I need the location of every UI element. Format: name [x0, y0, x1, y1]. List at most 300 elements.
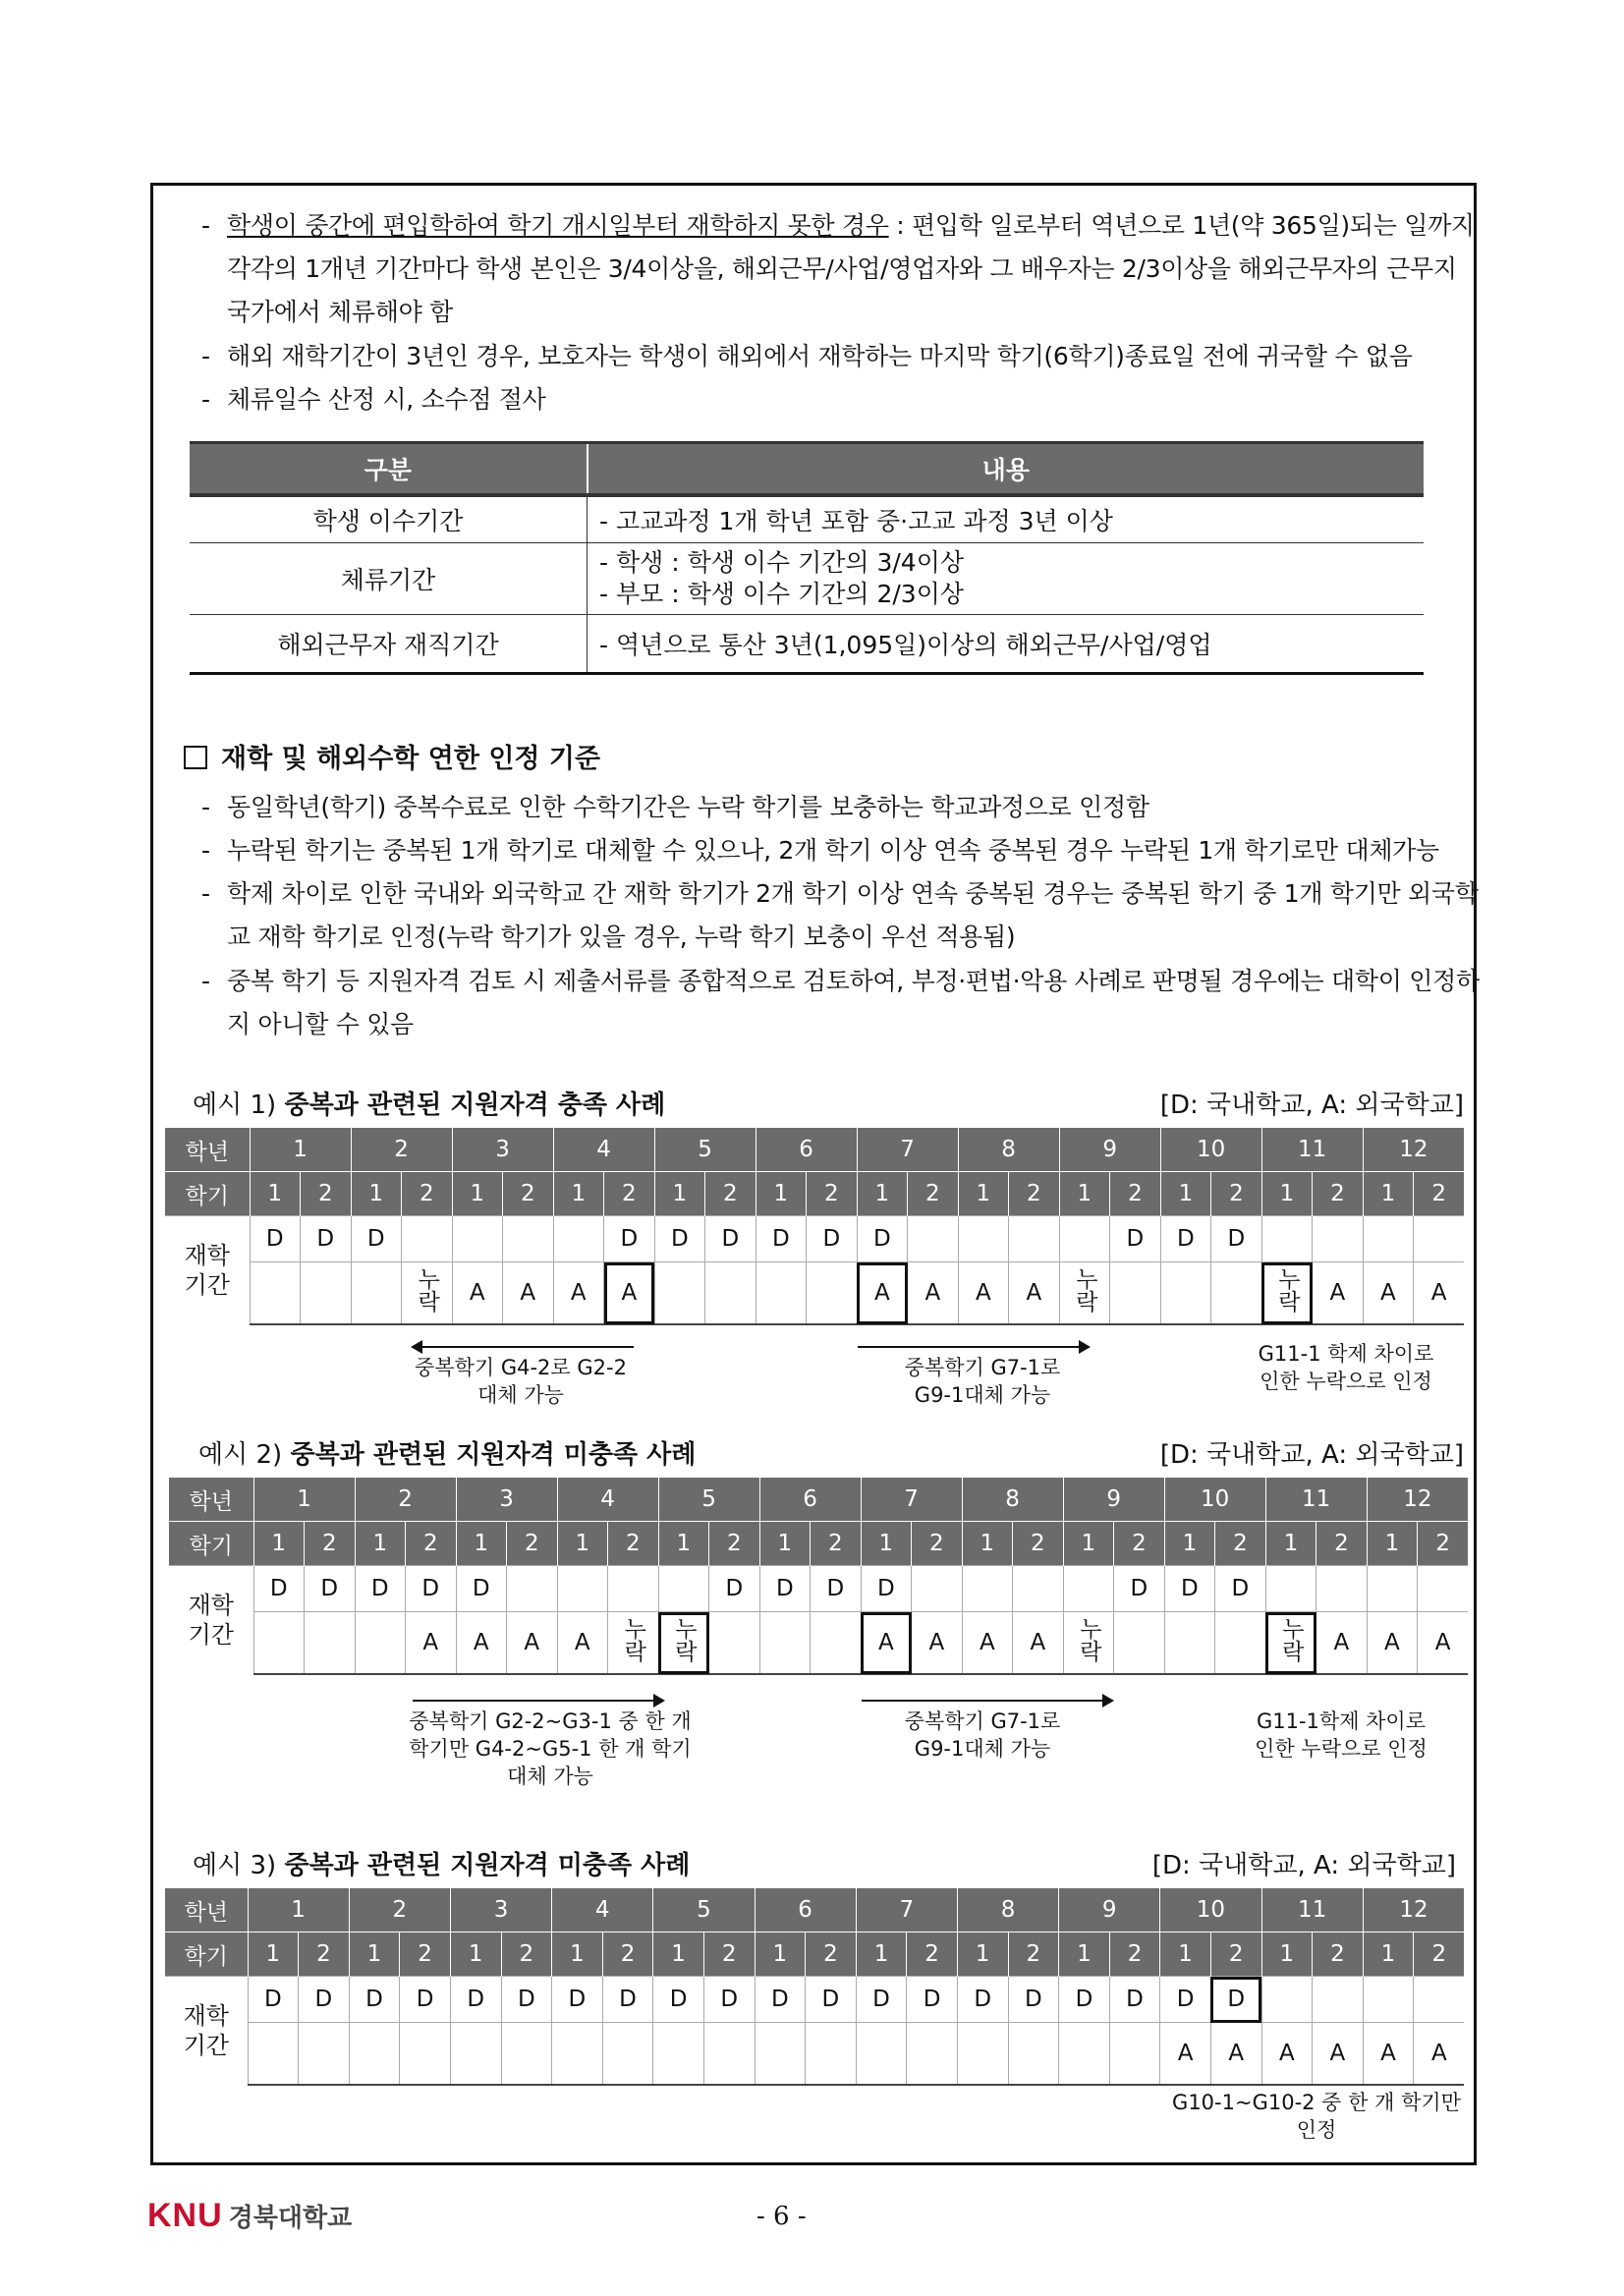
semester-cell: 2 [503, 1172, 554, 1216]
foreign-cell: A [406, 1612, 457, 1675]
foreign-cell: A [1313, 1262, 1364, 1325]
semester-cell: 1 [557, 1522, 608, 1566]
foreign-cell: A [503, 1262, 554, 1325]
foreign-cell: A [912, 1612, 963, 1675]
semester-cell: 1 [1059, 1172, 1110, 1216]
example-prefix: 예시 1) [193, 1091, 277, 1120]
period-label: 재학 기간 [169, 1566, 253, 1675]
domestic-cell [1316, 1566, 1368, 1612]
domestic-cell: D [351, 1216, 402, 1262]
foreign-cell [807, 1262, 858, 1325]
grade-cell: 7 [857, 1128, 958, 1172]
grade-cell: 5 [654, 1128, 756, 1172]
domestic-cell: D [349, 1977, 400, 2023]
domestic-cell [1313, 1977, 1364, 2023]
grade-cell: 12 [1367, 1478, 1468, 1522]
row-label: 해외근무자 재직기간 [190, 614, 588, 673]
foreign-cell [709, 1612, 760, 1675]
domestic-cell [958, 1216, 1009, 1262]
semester-cell: 1 [1367, 1522, 1418, 1566]
semester-cell: 2 [402, 1172, 453, 1216]
semester-cell: 2 [1211, 1172, 1262, 1216]
missing-semester-cell: 누락 [1261, 1262, 1313, 1325]
domestic-cell [658, 1566, 709, 1612]
domestic-cell: D [806, 1977, 857, 2023]
grade-cell: 1 [250, 1128, 351, 1172]
domestic-cell [1261, 1977, 1313, 2023]
semester-cell: 1 [957, 1932, 1008, 1977]
foreign-cell [1215, 1612, 1266, 1675]
foreign-cell [703, 2023, 755, 2086]
foreign-cell: A [1418, 1612, 1469, 1675]
domestic-cell: D [552, 1977, 603, 2023]
domestic-cell: D [857, 1216, 908, 1262]
domestic-cell: D [501, 1977, 552, 2023]
foreign-cell [501, 2023, 552, 2086]
foreign-cell: A [861, 1612, 912, 1675]
domestic-cell: D [1211, 1216, 1262, 1262]
semester-cell: 2 [1414, 1172, 1465, 1216]
foreign-cell: A [1210, 2023, 1261, 2086]
foreign-cell [1008, 2023, 1059, 2086]
semester-cell: 2 [1313, 1932, 1364, 1977]
domestic-cell [912, 1566, 963, 1612]
arrow-left-icon [413, 1346, 634, 1348]
section-heading: 재학 및 해외수학 연한 인정 기준 [184, 737, 600, 775]
semester-cell: 2 [1316, 1522, 1368, 1566]
semester-cell: 2 [602, 1932, 653, 1977]
domestic-cell: D [301, 1216, 352, 1262]
foreign-cell [1164, 1612, 1215, 1675]
semester-cell: 1 [857, 1172, 908, 1216]
missing-semester-cell: 누락 [608, 1612, 659, 1675]
domestic-cell [1363, 1216, 1414, 1262]
grade-label: 학년 [165, 1128, 250, 1172]
domestic-cell: D [1160, 1977, 1211, 2023]
foreign-cell: A [962, 1612, 1013, 1675]
domestic-cell: D [248, 1977, 299, 2023]
semester-cell: 2 [400, 1932, 451, 1977]
grade-cell: 9 [1063, 1478, 1164, 1522]
missing-semester-cell: 누락 [658, 1612, 709, 1675]
domestic-cell [1414, 1216, 1465, 1262]
semester-cell: 2 [703, 1932, 755, 1977]
grade-cell: 12 [1363, 1888, 1464, 1932]
foreign-cell: A [452, 1262, 503, 1325]
foreign-cell [248, 2023, 299, 2086]
semester-cell: 1 [861, 1522, 912, 1566]
semester-cell: 1 [755, 1932, 806, 1977]
foreign-cell [351, 1262, 402, 1325]
grade-cell: 11 [1261, 1128, 1363, 1172]
example-note: 중복학기 G7-1로 G9-1대체 가능 [904, 1709, 1061, 1761]
example-note: G11-1 학제 차이로 인한 누락으로 인정 [1258, 1342, 1434, 1393]
grade-cell: 5 [658, 1478, 759, 1522]
grade-cell: 8 [957, 1888, 1058, 1932]
semester-label: 학기 [169, 1522, 253, 1566]
domestic-cell [452, 1216, 503, 1262]
foreign-cell: A [1316, 1612, 1368, 1675]
semester-cell: 1 [456, 1522, 507, 1566]
grade-cell: 2 [349, 1888, 450, 1932]
grade-cell: 6 [759, 1478, 861, 1522]
domestic-cell: D [654, 1216, 705, 1262]
domestic-cell: D [456, 1566, 507, 1612]
semester-cell: 2 [301, 1172, 352, 1216]
domestic-cell: D [861, 1566, 912, 1612]
semester-cell: 2 [709, 1522, 760, 1566]
grade-cell: 9 [1059, 1128, 1160, 1172]
semester-cell: 2 [1418, 1522, 1469, 1566]
foreign-cell [1211, 1262, 1262, 1325]
foreign-cell [856, 2023, 907, 2086]
grade-cell: 3 [456, 1478, 557, 1522]
foreign-cell: A [1363, 2023, 1414, 2086]
semester-cell: 2 [507, 1522, 558, 1566]
example-title [193, 1845, 690, 1881]
row-content: - 학생 : 학생 이수 기간의 3/4이상 - 부모 : 학생 이수 기간의 2/3이상 [588, 542, 1425, 614]
domestic-cell: D [1008, 1977, 1059, 2023]
grade-cell: 9 [1059, 1888, 1160, 1932]
domestic-cell: D [856, 1977, 907, 2023]
domestic-cell [608, 1566, 659, 1612]
arrow-right-icon [858, 1346, 1089, 1348]
page-number: - 6 - [756, 2202, 807, 2231]
foreign-cell: A [857, 1262, 908, 1325]
example-note: 중복학기 G7-1로 G9-1대체 가능 [904, 1356, 1061, 1407]
domestic-cell: D [602, 1977, 653, 2023]
domestic-cell: D [957, 1977, 1008, 2023]
foreign-cell: A [958, 1262, 1009, 1325]
domestic-cell: D [653, 1977, 704, 2023]
domestic-cell: D [807, 1216, 858, 1262]
foreign-cell: A [1009, 1262, 1060, 1325]
foreign-cell [705, 1262, 756, 1325]
timeline-grid [165, 1888, 1464, 2086]
semester-cell: 2 [811, 1522, 862, 1566]
foreign-cell [811, 1612, 862, 1675]
semester-cell: 2 [299, 1932, 350, 1977]
semester-cell: 1 [355, 1522, 406, 1566]
domestic-cell: D [756, 1216, 807, 1262]
semester-cell: 1 [759, 1522, 811, 1566]
foreign-cell [250, 1262, 301, 1325]
domestic-cell [1418, 1566, 1469, 1612]
foreign-cell: A [1013, 1612, 1064, 1675]
criteria-table [190, 441, 1424, 675]
semester-cell: 2 [908, 1172, 959, 1216]
domestic-cell: D [1215, 1566, 1266, 1612]
legend: [D: 국내학교, A: 외국학교] [1159, 1440, 1464, 1470]
example-note: 중복학기 G4-2로 G2-2 대체 가능 [415, 1356, 627, 1407]
foreign-cell: A [1160, 2023, 1211, 2086]
semester-cell: 2 [604, 1172, 655, 1216]
row-content: - 역년으로 통산 3년(1,095일)이상의 해외근무/사업/영업 [588, 614, 1425, 673]
grade-cell: 2 [351, 1128, 452, 1172]
grade-cell: 12 [1363, 1128, 1464, 1172]
domestic-cell: D [709, 1566, 760, 1612]
example-heading: 중복과 관련된 지원자격 충족 사례 [284, 1091, 666, 1120]
foreign-cell: A [553, 1262, 604, 1325]
semester-cell: 1 [1363, 1172, 1414, 1216]
semester-cell: 1 [450, 1932, 501, 1977]
semester-cell: 2 [608, 1522, 659, 1566]
domestic-cell [503, 1216, 554, 1262]
header-category: 구분 [190, 443, 588, 496]
domestic-cell: D [703, 1977, 755, 2023]
semester-cell: 2 [1210, 1932, 1261, 1977]
foreign-cell [1114, 1612, 1165, 1675]
grade-cell: 6 [756, 1128, 857, 1172]
timeline-grid [165, 1128, 1464, 1325]
university-logo: KNU 경북대학교 [147, 2197, 353, 2234]
example-note: 중복학기 G2-2~G3-1 중 한 개 학기만 G4-2~G5-1 한 개 학기 대체 가능 [409, 1709, 692, 1788]
domestic-cell: D [400, 1977, 451, 2023]
semester-cell: 1 [856, 1932, 907, 1977]
foreign-cell [654, 1262, 705, 1325]
example-prefix: 예시 3) [193, 1851, 277, 1880]
semester-cell: 1 [253, 1522, 305, 1566]
underlined-condition: 학생이 중간에 편입학하여 학기 개시일부터 재학하지 못한 경우 [227, 211, 889, 240]
foreign-cell [653, 2023, 704, 2086]
grade-cell: 10 [1160, 1128, 1261, 1172]
grade-cell: 11 [1261, 1888, 1363, 1932]
semester-cell: 2 [501, 1932, 552, 1977]
foreign-cell [1160, 1262, 1211, 1325]
period-label: 재학 기간 [165, 1216, 250, 1325]
grade-cell: 4 [553, 1128, 654, 1172]
foreign-cell [759, 1612, 811, 1675]
semester-cell: 1 [553, 1172, 604, 1216]
domestic-cell: D [759, 1566, 811, 1612]
domestic-cell [1059, 1216, 1110, 1262]
grade-cell: 7 [856, 1888, 957, 1932]
example-note: G11-1학제 차이로 인한 누락으로 인정 [1255, 1709, 1428, 1761]
semester-cell: 1 [552, 1932, 603, 1977]
semester-cell: 2 [806, 1932, 857, 1977]
domestic-cell: D [705, 1216, 756, 1262]
domestic-cell [1313, 1216, 1364, 1262]
domestic-cell [1363, 1977, 1414, 2023]
domestic-cell [1009, 1216, 1060, 1262]
semester-cell: 1 [756, 1172, 807, 1216]
foreign-cell: A [456, 1612, 507, 1675]
domestic-cell [557, 1566, 608, 1612]
domestic-cell: D [755, 1977, 806, 2023]
foreign-cell [602, 2023, 653, 2086]
grade-cell: 6 [755, 1888, 856, 1932]
semester-cell: 1 [250, 1172, 301, 1216]
semester-cell: 2 [1313, 1172, 1364, 1216]
foreign-cell [1109, 2023, 1160, 2086]
domestic-cell [908, 1216, 959, 1262]
semester-cell: 1 [1363, 1932, 1414, 1977]
grade-label: 학년 [165, 1888, 248, 1932]
foreign-cell [253, 1612, 305, 1675]
domestic-cell: D [1114, 1566, 1165, 1612]
domestic-cell: D [250, 1216, 301, 1262]
semester-cell: 1 [1059, 1932, 1110, 1977]
legend: [D: 국내학교, A: 외국학교] [1159, 1091, 1464, 1120]
domestic-cell: D [907, 1977, 958, 2023]
grade-cell: 5 [653, 1888, 755, 1932]
semester-cell: 2 [907, 1932, 958, 1977]
semester-cell: 1 [958, 1172, 1009, 1216]
foreign-cell [400, 2023, 451, 2086]
semester-cell: 1 [1160, 1932, 1211, 1977]
semester-cell: 2 [1414, 1932, 1465, 1977]
foreign-cell: A [1363, 1262, 1414, 1325]
foreign-cell [806, 2023, 857, 2086]
domestic-cell: D [253, 1566, 305, 1612]
foreign-cell [755, 2023, 806, 2086]
semester-cell: 2 [406, 1522, 457, 1566]
missing-semester-cell: 누락 [1265, 1612, 1316, 1675]
semester-cell: 1 [1261, 1172, 1313, 1216]
foreign-cell: A [1414, 2023, 1465, 2086]
example-note: G10-1~G10-2 중 한 개 학기만 인정 [1172, 2091, 1461, 2142]
domestic-cell: D [406, 1566, 457, 1612]
semester-label: 학기 [165, 1172, 250, 1216]
domestic-cell: D [305, 1566, 356, 1612]
semester-cell: 2 [807, 1172, 858, 1216]
domestic-cell: D [299, 1977, 350, 2023]
foreign-cell: A [1414, 1262, 1465, 1325]
semester-cell: 1 [653, 1932, 704, 1977]
grade-cell: 4 [557, 1478, 658, 1522]
example-title [198, 1434, 696, 1471]
grade-cell: 2 [355, 1478, 456, 1522]
domestic-cell [1261, 1216, 1313, 1262]
grade-cell: 10 [1160, 1888, 1261, 1932]
foreign-cell [301, 1262, 352, 1325]
grade-cell: 4 [552, 1888, 653, 1932]
domestic-cell: D [811, 1566, 862, 1612]
foreign-cell [450, 2023, 501, 2086]
grade-label: 학년 [169, 1478, 253, 1522]
domestic-cell: D [355, 1566, 406, 1612]
timeline-grid [169, 1478, 1468, 1675]
domestic-cell: D [450, 1977, 501, 2023]
semester-cell: 2 [1009, 1172, 1060, 1216]
semester-cell: 2 [1114, 1522, 1165, 1566]
grade-cell: 1 [248, 1888, 349, 1932]
example-heading: 중복과 관련된 지원자격 미충족 사례 [290, 1440, 697, 1470]
domestic-cell [962, 1566, 1013, 1612]
domestic-cell [507, 1566, 558, 1612]
semester-cell: 2 [305, 1522, 356, 1566]
foreign-cell: A [908, 1262, 959, 1325]
missing-semester-cell: 누락 [1063, 1612, 1114, 1675]
foreign-cell: A [1261, 2023, 1313, 2086]
foreign-cell: A [604, 1262, 655, 1325]
domestic-cell [553, 1216, 604, 1262]
semester-cell: 1 [349, 1932, 400, 1977]
semester-cell: 2 [1008, 1932, 1059, 1977]
grade-cell: 10 [1164, 1478, 1265, 1522]
foreign-cell [349, 2023, 400, 2086]
foreign-cell [299, 2023, 350, 2086]
foreign-cell [552, 2023, 603, 2086]
domestic-cell: D [1110, 1216, 1161, 1262]
domestic-cell [1063, 1566, 1114, 1612]
semester-cell: 2 [912, 1522, 963, 1566]
semester-cell: 2 [1013, 1522, 1064, 1566]
foreign-cell [1110, 1262, 1161, 1325]
domestic-cell: D [1164, 1566, 1215, 1612]
domestic-cell [1013, 1566, 1064, 1612]
example-heading: 중복과 관련된 지원자격 미충족 사례 [284, 1851, 691, 1880]
domestic-cell: D [1210, 1977, 1261, 2023]
example-prefix: 예시 2) [198, 1440, 283, 1470]
semester-cell: 2 [1215, 1522, 1266, 1566]
row-content: - 고교과정 1개 학년 포함 중·고교 과정 3년 이상 [588, 495, 1425, 542]
foreign-cell [1059, 2023, 1110, 2086]
foreign-cell: A [557, 1612, 608, 1675]
semester-cell: 2 [1109, 1932, 1160, 1977]
domestic-cell [402, 1216, 453, 1262]
grade-cell: 11 [1265, 1478, 1367, 1522]
arrow-right-icon [862, 1700, 1112, 1702]
domestic-cell: D [1109, 1977, 1160, 2023]
semester-cell: 1 [452, 1172, 503, 1216]
foreign-cell: A [1367, 1612, 1418, 1675]
semester-cell: 1 [658, 1522, 709, 1566]
grade-cell: 7 [861, 1478, 962, 1522]
foreign-cell [756, 1262, 807, 1325]
legend: [D: 국내학교, A: 외국학교] [1151, 1851, 1456, 1880]
semester-cell: 2 [705, 1172, 756, 1216]
header-content: 내용 [588, 443, 1425, 496]
row-label: 체류기간 [190, 542, 588, 614]
period-label: 재학 기간 [165, 1977, 248, 2086]
foreign-cell: A [1313, 2023, 1364, 2086]
grade-cell: 8 [958, 1128, 1059, 1172]
foreign-cell [957, 2023, 1008, 2086]
foreign-cell: A [507, 1612, 558, 1675]
foreign-cell [305, 1612, 356, 1675]
semester-cell: 1 [1063, 1522, 1114, 1566]
semester-cell: 1 [654, 1172, 705, 1216]
semester-cell: 1 [1164, 1522, 1215, 1566]
foreign-cell [355, 1612, 406, 1675]
grade-cell: 8 [962, 1478, 1063, 1522]
semester-cell: 1 [248, 1932, 299, 1977]
example-title [193, 1085, 665, 1121]
missing-semester-cell: 누락 [402, 1262, 453, 1325]
missing-semester-cell: 누락 [1059, 1262, 1110, 1325]
domestic-cell: D [1160, 1216, 1211, 1262]
arrow-right-icon [413, 1700, 663, 1702]
grade-cell: 3 [450, 1888, 551, 1932]
domestic-cell [1265, 1566, 1316, 1612]
checkbox-square-icon [184, 746, 207, 769]
grade-cell: 1 [253, 1478, 355, 1522]
semester-cell: 2 [1110, 1172, 1161, 1216]
semester-cell: 1 [351, 1172, 402, 1216]
semester-label: 학기 [165, 1932, 248, 1977]
domestic-cell: D [604, 1216, 655, 1262]
domestic-cell [1367, 1566, 1418, 1612]
semester-cell: 1 [1160, 1172, 1211, 1216]
semester-cell: 1 [1261, 1932, 1313, 1977]
semester-cell: 1 [962, 1522, 1013, 1566]
row-label: 학생 이수기간 [190, 495, 588, 542]
domestic-cell: D [1059, 1977, 1110, 2023]
foreign-cell [907, 2023, 958, 2086]
domestic-cell [1414, 1977, 1465, 2023]
grade-cell: 3 [452, 1128, 553, 1172]
